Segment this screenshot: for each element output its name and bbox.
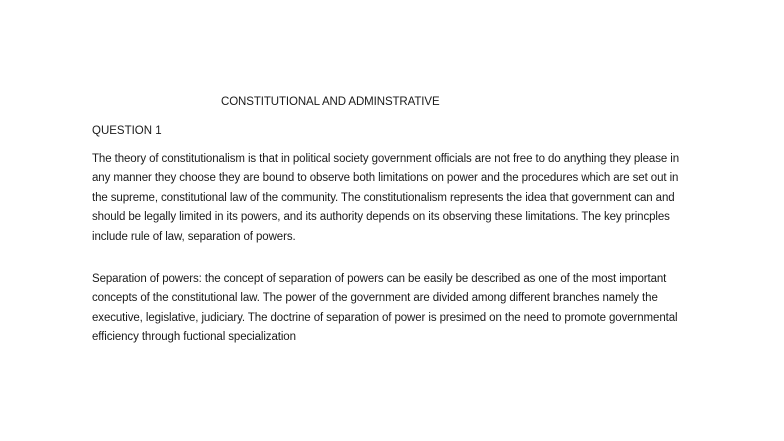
document-title: CONSTITUTIONAL AND ADMINSTRATIVE — [221, 96, 440, 108]
paragraph-separation-of-powers: Separation of powers: the concept of separation of powers can be easily be described as one of the most important concepts of the constitutional law. The power of the government are divided among different branches namely the executive, legislative, judiciary. The doctrine of separation of power is presimed on the need to promote governmental efficiency through fuctional specialization — [92, 273, 678, 344]
paragraph-constitutionalism: The theory of constitutionalism is that in political society government officials are not free to do anything they please in any manner they choose they are bound to observe both limitations on power and the procedures which are set out in the supreme, constitutional law of the community. The constitutionalism represents the idea that government can and should be legally limited in its powers, and its authority depends on its observing these limitations. The key princples include rule of law, separation of powers. — [92, 153, 679, 243]
question-heading: QUESTION 1 — [92, 125, 162, 137]
